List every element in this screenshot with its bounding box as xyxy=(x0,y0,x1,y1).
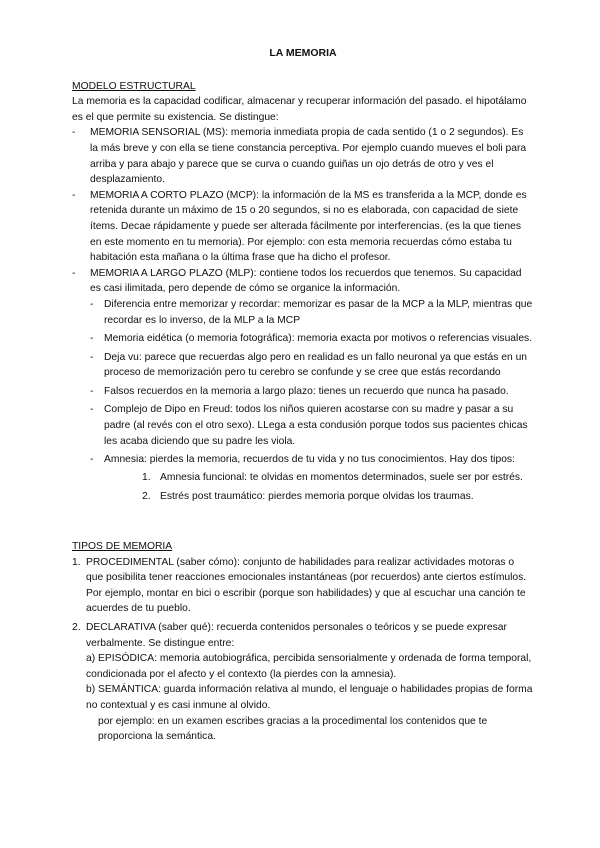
section-heading: TIPOS DE MEMORIA xyxy=(72,541,173,553)
list-item: - Complejo de Dipo en Freud: todos los niños quieren acostarse con su madre y pasar a su padre (al revés con el otro sexo). LLega a esta condusión porque todos sus pacientes chicas les acaba diciendo que su padre les viola. xyxy=(90,404,528,447)
mlp-bullet-list xyxy=(72,297,534,505)
list-item: - MEMORIA A LARGO PLAZO (MLP): contiene todos los recuerdos que tenemos. Su capacidad es casi ilimitada, pero depende de cómo se organice la información. xyxy=(72,266,534,297)
semantica-paragraph: b) SEMÁNTICA: guarda información relativa al mundo, el lenguaje o habilidades propias de forma no contextual y es casi inmune al olvido. xyxy=(86,684,533,711)
document-page xyxy=(72,46,534,748)
list-item: - Deja vu: parece que recuerdas algo pero en realidad es un fallo neuronal ya que estás en un proceso de memorización pero tu cerebro se confunde y se cree que estás recordando xyxy=(90,351,528,379)
section-tipos-de-memoria xyxy=(72,539,534,745)
list-item: 2. Estrés post traumático: pierdes memoria porque olvidas los traumas. xyxy=(142,491,474,503)
section-heading: MODELO ESTRUCTURAL xyxy=(72,80,196,92)
list-item: 1. Amnesia funcional: te olvidas en momentos determinados, suele ser por estrés. xyxy=(142,471,523,483)
document-title: LA MEMORIA xyxy=(269,47,337,59)
section-modelo-estructural xyxy=(72,79,534,505)
list-item: - Memoria eidética (o memoria fotográfica): memoria exacta por motivos o referencias visuales. xyxy=(90,333,533,345)
list-item: 1. PROCEDIMENTAL (saber cómo): conjunto de habilidades para realizar actividades motoras o que posibilita tener reacciones emocionales instantáneas (por recuerdos) ante ciertos estímulos. Por ejemplo, montar en bici o escribir (porque son habilidades) y que al escuchar una canción te acuerdes de tu pueblo. xyxy=(72,556,527,615)
list-item: - MEMORIA A CORTO PLAZO (MCP): la información de la MS es transferida a la MCP, donde es retenida durante un máximo de 15 o 20 segundos, si no es elaborada, con capacidad de siete ítems. Decae rápidamente y puede ser alterada fácilmente por interferencias. (es la que tienes en este momento en tu memoria). Por ejemplo: con esta memoria recuerdas cómo estaba tu habitación esta mañana o la última frase que ha dicho el profesor. xyxy=(72,188,534,266)
amnesia-types-list xyxy=(104,470,534,505)
memory-types-list xyxy=(72,555,534,745)
list-item: 2. DECLARATIVA (saber qué): recuerda contenidos personales o teóricos y se puede expresar verbalmente. Se distingue entre: a) EPISÓDICA: memoria autobiográfica, percibida sensorialmente y ordenada de forma temporal, condicionada por el afecto y el contexto (la pierdes con la amnesia). b) SEMÁNTICA: guarda información relativa al mundo, el lenguaje o habilidades propias de forma no contextual y es casi inmune al olvido. por ejemplo: en un examen escribes gracias a la procedimental los contenidos que te proporciona la semántica. xyxy=(72,620,534,745)
list-item: - Amnesia: pierdes la memoria, recuerdos de tu vida y no tus conocimientos. Hay dos tipos: 1. Amnesia funcional: te olvidas en momentos determinados, suele ser por estrés. 2. Estrés post traumático: pierdes memoria porque olvidas los traumas. xyxy=(90,452,534,505)
list-item: - Diferencia entre memorizar y recordar: memorizar es pasar de la MCP a la MLP, mientras que recordar es lo inverso, de la MLP a la MCP xyxy=(90,298,533,326)
example-paragraph: por ejemplo: en un examen escribes gracias a la procedimental los contenidos que te proporciona la semántica. xyxy=(98,715,488,743)
list-item: - MEMORIA SENSORIAL (MS): memoria inmediata propia de cada sentido (1 o 2 segundos). Es la más breve y con ella se tiene constancia perceptiva. Por ejemplo cuando mueves el boli para arriba y para abajo y parece que se curva o cuando guiñas un ojo detrás de otro y ves el desplazamiento. xyxy=(72,125,534,187)
episodica-paragraph: a) EPISÓDICA: memoria autobiográfica, percibida sensorialmente y ordenada de forma temporal, condicionada por el afecto y el contexto (la pierdes con la amnesia). xyxy=(86,653,532,680)
intro-paragraph: La memoria es la capacidad codificar, almacenar y recuperar información del pasado. el hipotálamo es el que permite su existencia. Se distingue: xyxy=(72,96,527,123)
memory-stages-list xyxy=(72,125,534,297)
list-item: - Falsos recuerdos en la memoria a largo plazo: tienes un recuerdo que nunca ha pasado. xyxy=(90,385,509,397)
